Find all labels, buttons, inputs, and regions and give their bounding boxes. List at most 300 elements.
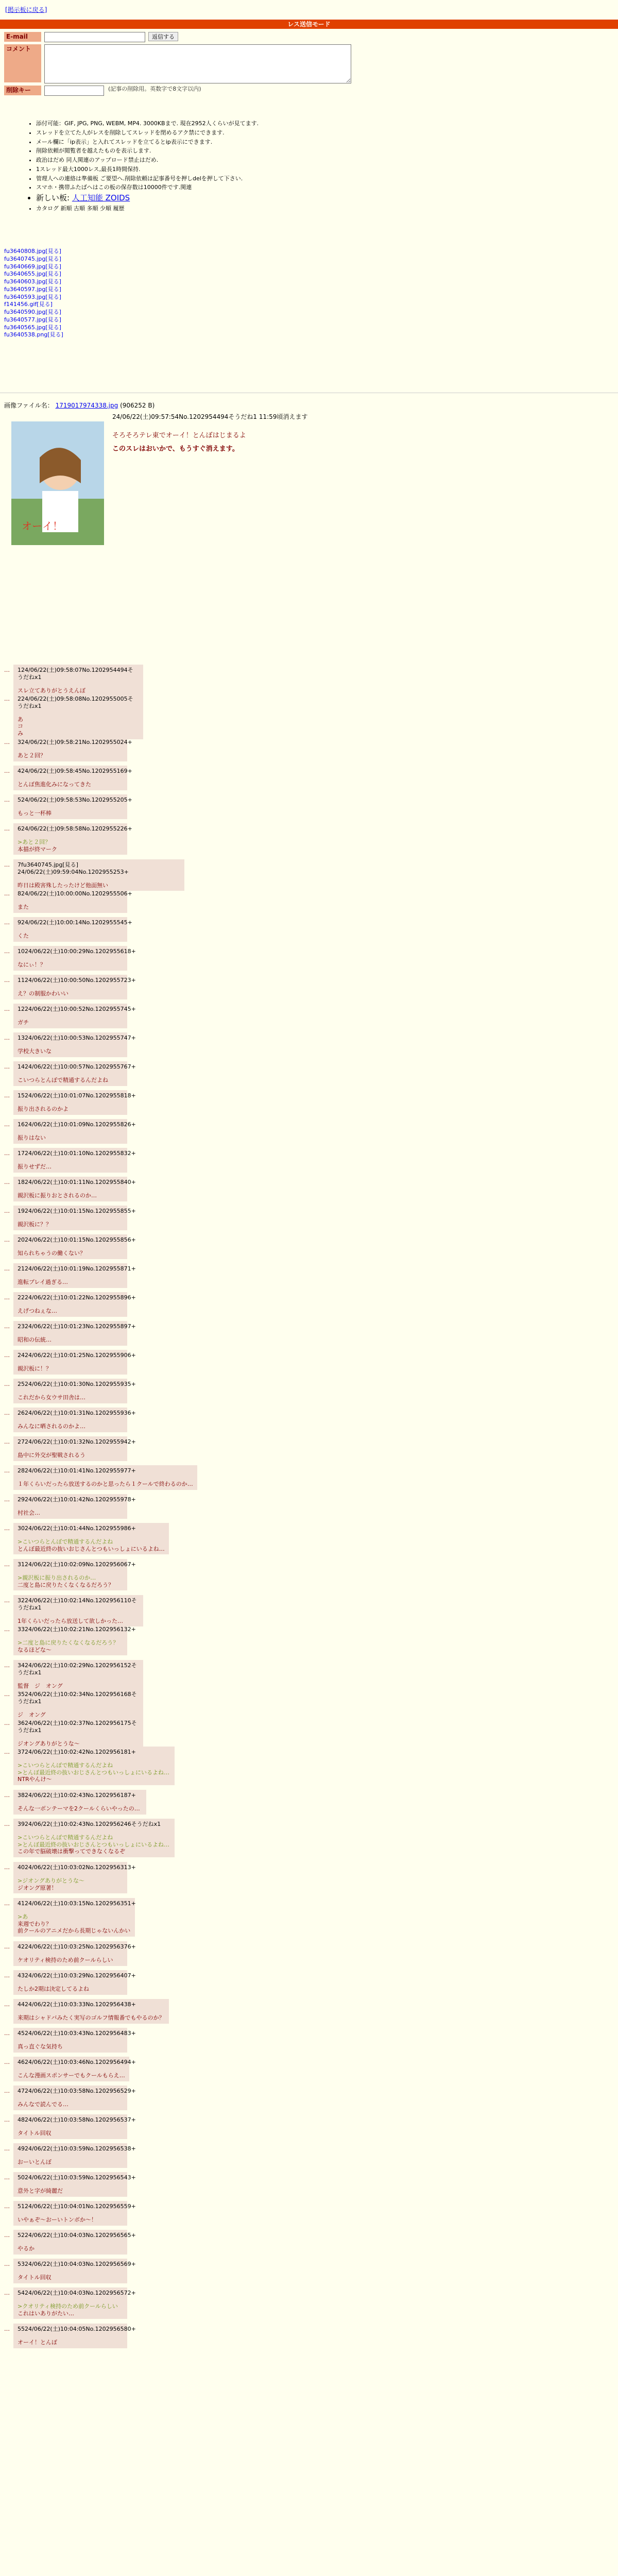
- reply-meta[interactable]: 24/06/22(土)10:01:25No.1202955906+: [25, 1352, 136, 1359]
- file-link[interactable]: fu3640669.jpg[見る]: [4, 263, 61, 270]
- reply-meta[interactable]: 24/06/22(土)10:01:41No.1202955977+: [25, 1467, 136, 1474]
- reply-meta[interactable]: 24/06/22(土)10:01:22No.1202955896+: [25, 1294, 136, 1301]
- reply-body: [18, 1538, 165, 1553]
- reply-meta[interactable]: 24/06/22(土)10:00:50No.1202955723+: [25, 977, 136, 984]
- reply-body: [18, 933, 123, 940]
- reply-meta[interactable]: 24/06/22(土)10:02:34No.1202956168そうだねx1: [18, 1691, 137, 1705]
- reply-body: [18, 1163, 123, 1171]
- rule-item: • スレッドを立てた人がレスを削除してスレッドを閉めるアク禁にできます.: [36, 129, 500, 137]
- reply-post: [13, 1624, 136, 1655]
- reply-text-line: み: [18, 730, 23, 737]
- reply-body: [18, 1192, 123, 1199]
- reply-text-line: 親沢板に！？: [18, 1365, 52, 1372]
- reply-body: [18, 2274, 123, 2281]
- reply-header: [18, 977, 136, 984]
- reply-header: [18, 1121, 136, 1128]
- reply-text-line: あと２回？: [18, 752, 46, 759]
- reply-header: [18, 1525, 165, 1532]
- reply-post: [13, 1032, 136, 1057]
- reply-indent-marker: …: [4, 1525, 10, 1532]
- reply-body: [18, 1639, 123, 1654]
- reply-number: 14: [18, 1063, 25, 1070]
- reply-post: [13, 1263, 136, 1288]
- reply-meta[interactable]: 24/06/22(土)10:02:42No.1202956181+: [25, 1749, 136, 1755]
- reply-text-line: ジオング原著！: [18, 1884, 57, 1891]
- reply-meta[interactable]: 24/06/22(土)10:00:14No.1202955545+: [21, 919, 132, 926]
- reply-text-line: タイトル回収: [18, 2274, 52, 2281]
- reply-post: [13, 2143, 136, 2168]
- reply-meta[interactable]: 24/06/22(土)10:03:43No.1202956483+: [25, 2030, 136, 2037]
- reply-meta[interactable]: 24/06/22(土)09:58:08No.1202955005そうだねx1: [18, 696, 133, 709]
- reply-text-line: 本描が終マーク: [18, 845, 57, 853]
- reply-post: [13, 1350, 136, 1375]
- reply-header: [18, 2116, 136, 2124]
- file-link[interactable]: fu3640655.jpg[見る]: [4, 270, 61, 278]
- reply-number: 44: [18, 2001, 25, 2008]
- reply-post: [13, 1660, 143, 1691]
- reply-body: [18, 2043, 123, 2050]
- reply-text-line: なるほどな～: [18, 1646, 52, 1653]
- reply-text-line: たしか2期は決定してるよね: [18, 1985, 89, 1992]
- reply-body: [18, 2245, 123, 2252]
- reply-meta[interactable]: 24/06/22(土)10:04:01No.1202956559+: [25, 2203, 136, 2210]
- reply-post: [13, 1206, 136, 1230]
- reply-number: 12: [18, 1006, 25, 1012]
- reply-number: 25: [18, 1381, 25, 1387]
- reply-text-line: こんな漫画スポンサーでもクールもらえ…: [18, 2072, 125, 2079]
- reply-body: [18, 1106, 123, 1113]
- reply-header: [18, 1496, 136, 1503]
- reply-indent-marker: …: [4, 1864, 10, 1871]
- reply-number: 21: [18, 1265, 25, 1272]
- reply-post: [13, 766, 132, 790]
- reply-meta[interactable]: 24/06/22(土)09:58:58No.1202955226+: [21, 825, 132, 832]
- reply-post: [13, 1292, 136, 1317]
- reply-indent-marker: …: [4, 1438, 10, 1445]
- reply-post: [13, 1090, 136, 1115]
- reply-text-line: オーイ！とんぼ: [18, 2338, 57, 2346]
- reply-quote-line: >クオリティ検持のため前クールらしい: [18, 2302, 118, 2310]
- reply-indent-marker: …: [4, 2088, 10, 2094]
- reply-meta[interactable]: 24/06/22(土)10:00:29No.1202955618+: [25, 948, 136, 955]
- reply-post: [13, 2057, 136, 2081]
- reply-post: [13, 975, 136, 999]
- reply-body: [18, 1481, 193, 1488]
- reply-body: [18, 1394, 123, 1401]
- reply-indent-marker: …: [4, 1467, 10, 1474]
- reply-indent-marker: …: [4, 768, 10, 774]
- reply-text-line: なにぃ！？: [18, 961, 46, 968]
- reply-meta[interactable]: 24/06/22(土)10:03:46No.1202956494+: [25, 2059, 136, 2065]
- reply-indent-marker: …: [4, 1561, 10, 1568]
- reply-meta[interactable]: 24/06/22(土)10:01:32No.1202955942+: [25, 1438, 136, 1445]
- reply-meta[interactable]: 24/06/22(土)10:01:15No.1202955856+: [25, 1236, 136, 1243]
- reply-text-line: とんぼ最近終の抜いおじさんとつもいっしょにいるよね…: [18, 1545, 165, 1552]
- reply-quote-line: >とんぼ最近終の抜いおじさんとつもいっしょにいるよね…: [18, 1769, 169, 1776]
- reply-indent-marker: …: [4, 1294, 10, 1301]
- file-link[interactable]: f141456.gif[見る]: [4, 301, 53, 308]
- file-link[interactable]: fu3640565.jpg[見る]: [4, 324, 61, 331]
- reply-indent-marker: …: [4, 1943, 10, 1950]
- reply-body: [18, 1957, 123, 1964]
- file-link[interactable]: fu3640597.jpg[見る]: [4, 285, 61, 293]
- reply-body: [18, 2339, 123, 2346]
- reply-meta[interactable]: 24/06/22(土)10:01:44No.1202955986+: [25, 1525, 136, 1532]
- file-link[interactable]: fu3640577.jpg[見る]: [4, 316, 61, 323]
- file-link[interactable]: fu3640590.jpg[見る]: [4, 309, 61, 315]
- reply-post: [13, 1999, 169, 2024]
- reply-post: [13, 2114, 136, 2139]
- reply-body: [18, 2130, 123, 2137]
- reply-meta[interactable]: 24/06/22(土)10:00:52No.1202955745+: [25, 1006, 136, 1012]
- reply-number: 11: [18, 977, 25, 984]
- reply-post: [13, 2172, 136, 2197]
- reply-meta[interactable]: 24/06/22(土)10:02:29No.1202956152そうだねx1: [18, 1662, 137, 1676]
- reply-meta[interactable]: 24/06/22(土)10:02:37No.1202956175そうだねx1: [18, 1720, 137, 1734]
- reply-meta[interactable]: 24/06/22(土)10:01:23No.1202955897+: [25, 1323, 136, 1330]
- reply-quote-line: >あ: [18, 1913, 28, 1920]
- reply-header: [18, 667, 139, 681]
- reply-meta[interactable]: 24/06/22(土)10:01:30No.1202955935+: [25, 1381, 136, 1387]
- reply-number: 42: [18, 1943, 25, 1950]
- reply-number: 33: [18, 1626, 25, 1633]
- reply-indent-marker: …: [4, 1626, 10, 1633]
- reply-post: [13, 888, 132, 913]
- reply-indent-marker: …: [4, 919, 10, 926]
- reply-meta[interactable]: 24/06/22(土)10:00:53No.1202955747+: [25, 1035, 136, 1041]
- reply-meta[interactable]: 24/06/22(土)10:03:58No.1202956537+: [25, 2116, 136, 2123]
- reply-body: [18, 839, 123, 853]
- reply-post: [13, 794, 132, 819]
- reply-meta[interactable]: 24/06/22(土)10:01:15No.1202955855+: [25, 1208, 136, 1214]
- reply-indent-marker: …: [4, 1792, 10, 1799]
- reply-text-line: やるか: [18, 2245, 35, 2252]
- reply-number: 9: [18, 919, 21, 926]
- reply-text-line: 進転プレイ過ぎる…: [18, 1278, 68, 1285]
- reply-number: 53: [18, 2261, 25, 2267]
- reply-text-line: タイトル回収: [18, 2129, 52, 2137]
- reply-header: [18, 2174, 136, 2181]
- reply-indent-marker: …: [4, 1208, 10, 1214]
- reply-number: 32: [18, 1597, 25, 1604]
- mode-bar: レス送信モード: [0, 20, 618, 29]
- email-field[interactable]: [44, 32, 145, 42]
- submit-reply-button[interactable]: 返信する: [148, 32, 178, 41]
- reply-body: [18, 1423, 123, 1430]
- reply-number: 36: [18, 1720, 25, 1726]
- reply-indent-marker: …: [4, 1691, 10, 1698]
- reply-header: [18, 1438, 136, 1446]
- reply-body: [18, 1452, 123, 1459]
- reply-meta[interactable]: 24/06/22(土)10:03:02No.1202956313+: [25, 1864, 136, 1871]
- reply-number: 31: [18, 1561, 25, 1568]
- reply-meta[interactable]: 24/06/22(土)09:58:45No.1202955169+: [21, 768, 132, 774]
- reply-number: 49: [18, 2145, 25, 2152]
- reply-text-line: こいつらとんぼで精通するんだよね: [18, 1076, 108, 1083]
- reply-number: 17: [18, 1150, 25, 1157]
- rule-item: • メール欄に「ip表示」と入れてスレッドを立てるとip表示にできます.: [36, 139, 500, 146]
- new-board-link[interactable]: 人工知能 ZOIDS: [72, 193, 130, 202]
- reply-header: [18, 1597, 139, 1612]
- reply-indent-marker: …: [4, 1900, 10, 1907]
- reply-body: [18, 1913, 131, 1935]
- reply-meta[interactable]: 24/06/22(土)10:02:09No.1202956067+: [25, 1561, 136, 1568]
- reply-text-line: え？の制服かわいい: [18, 990, 68, 997]
- reply-header: [18, 2088, 136, 2095]
- rule-item: • 政治はだめ 同人関連のアップロード禁止はだめ.: [36, 157, 500, 164]
- reply-header: [18, 1561, 136, 1568]
- reply-text-line: 振りはない: [18, 1134, 46, 1141]
- reply-number: 50: [18, 2174, 25, 2181]
- reply-post: [13, 665, 143, 696]
- reply-indent-marker: …: [4, 1265, 10, 1272]
- reply-post: [13, 2230, 136, 2255]
- reply-number: 46: [18, 2059, 25, 2065]
- reply-number: 18: [18, 1179, 25, 1185]
- reply-post: [13, 1408, 136, 1432]
- reply-text-line: 意外と字が綺麗だ: [18, 2187, 63, 2194]
- comment-label: コメント: [4, 44, 41, 82]
- reply-number: 26: [18, 1410, 25, 1416]
- reply-indent-marker: …: [4, 2326, 10, 2332]
- reply-post: [13, 1819, 175, 1857]
- rules-list: [15, 120, 500, 214]
- delkey-note: (記事の削除用。英数字で8文字以内): [108, 86, 201, 92]
- file-link[interactable]: fu3640593.jpg[見る]: [4, 293, 61, 300]
- reply-post: [13, 1234, 136, 1259]
- reply-body: [18, 1250, 123, 1257]
- reply-header: [18, 2232, 136, 2239]
- reply-quote-line: >とんぼ最近終の抜いおじさんとつもいっしょにいるよね…: [18, 1841, 169, 1848]
- reply-body: [18, 2014, 165, 2022]
- reply-text-line: 昭和の伝統…: [18, 1336, 52, 1343]
- reply-indent-marker: …: [4, 825, 10, 832]
- reply-post: [13, 737, 132, 761]
- reply-body: [18, 961, 123, 969]
- reply-number: 13: [18, 1035, 25, 1041]
- reply-header: [18, 825, 132, 833]
- reply-meta[interactable]: 24/06/22(土)10:01:31No.1202955936+: [25, 1410, 136, 1416]
- reply-meta[interactable]: 24/06/22(土)09:58:21No.1202955024+: [21, 739, 132, 745]
- reply-text-line: コ: [18, 723, 23, 730]
- reply-body: [18, 1279, 123, 1286]
- reply-body: [18, 2216, 123, 2224]
- reply-number: 10: [18, 948, 25, 955]
- reply-header: [18, 768, 132, 775]
- file-link[interactable]: fu3640745.jpg[見る]: [4, 255, 61, 262]
- reply-text-line: １年くらいだったら放送するのかと思ったら１クールで終わるのか…: [18, 1480, 193, 1487]
- reply-header: [18, 1323, 136, 1330]
- reply-number: 1: [18, 667, 21, 673]
- reply-post: [13, 946, 136, 971]
- reply-quote-line: >こいつらとんぼで精通するんだよね: [18, 1834, 113, 1841]
- reply-header: [18, 1467, 193, 1475]
- reply-indent-marker: …: [4, 796, 10, 803]
- reply-meta[interactable]: 24/06/22(土)10:00:00No.1202955506+: [21, 890, 132, 897]
- reply-post: [13, 2324, 136, 2348]
- op-file-link[interactable]: 1719017974338.jpg: [55, 402, 118, 409]
- reply-header: [18, 948, 136, 955]
- reply-meta[interactable]: 24/06/22(土)09:58:53No.1202955205+: [21, 796, 132, 803]
- reply-text-line: 学校大きいな: [18, 1047, 52, 1055]
- reply-header: [18, 1410, 136, 1417]
- reply-post: [13, 1595, 143, 1626]
- reply-indent-marker: …: [4, 2145, 10, 2152]
- reply-number: 28: [18, 1467, 25, 1474]
- reply-text-line: あ: [18, 716, 23, 723]
- rule-item: • 1スレッド最大1000レス,最長1時間保持.: [36, 166, 500, 173]
- delkey-label: 削除キー: [4, 86, 41, 95]
- reply-number: 7: [18, 861, 21, 868]
- reply-indent-marker: …: [4, 1150, 10, 1157]
- file-link[interactable]: fu3640808.jpg[見る]: [4, 248, 61, 255]
- reply-meta[interactable]: 24/06/22(土)10:04:03No.1202956565+: [25, 2232, 136, 2239]
- reply-meta[interactable]: 24/06/22(土)10:03:15No.1202956351+: [25, 1900, 136, 1907]
- reply-header: [18, 1943, 136, 1951]
- reply-body: [18, 1134, 123, 1142]
- reply-text-line: 親沢板に振りおとされるのか…: [18, 1192, 97, 1199]
- reply-body: [18, 2303, 123, 2317]
- delete-key-field[interactable]: [44, 86, 104, 96]
- reply-header: [18, 1179, 136, 1186]
- reply-body: [18, 1336, 123, 1344]
- reply-text-line: ジ オング: [18, 1711, 46, 1718]
- reply-text-line: そんな一ボンテーマを2クールくらいやったの…: [18, 1805, 140, 1812]
- reply-header: [18, 796, 132, 804]
- reply-body: [18, 1019, 123, 1026]
- op-file-line: [4, 402, 612, 410]
- reply-number: 35: [18, 1691, 25, 1698]
- reply-header: [18, 1035, 136, 1042]
- reply-meta[interactable]: 24/06/22(土)09:58:07No.1202954494そうだねx1: [18, 667, 133, 681]
- reply-indent-marker: …: [4, 1236, 10, 1243]
- reply-text-line: また: [18, 903, 29, 910]
- reply-number: 24: [18, 1352, 25, 1359]
- reply-post: [13, 859, 184, 891]
- reply-body: [18, 2101, 123, 2108]
- reply-meta[interactable]: 24/06/22(土)10:03:25No.1202956376+: [25, 1943, 136, 1950]
- reply-body: [18, 2188, 123, 2195]
- reply-meta[interactable]: 24/06/22(土)10:01:09No.1202955826+: [25, 1121, 136, 1128]
- reply-number: 45: [18, 2030, 25, 2037]
- reply-body: [18, 904, 123, 911]
- reply-post: [13, 1061, 136, 1086]
- reply-indent-marker: …: [4, 2203, 10, 2210]
- reply-indent-marker: …: [4, 739, 10, 745]
- reply-number: 23: [18, 1323, 25, 1330]
- reply-text-line: とんぼ焦進化みになってきた: [18, 781, 91, 788]
- catalog-links[interactable]: • カタログ 新順 古順 多順 少順 履歴: [36, 205, 500, 212]
- reply-post: [13, 2259, 136, 2283]
- reply-post: [13, 2287, 136, 2319]
- reply-meta[interactable]: 24/06/22(土)10:03:29No.1202956407+: [25, 1972, 136, 1979]
- op-thumbnail[interactable]: [11, 421, 104, 545]
- reply-post: [13, 1898, 135, 1937]
- reply-indent-marker: …: [4, 2030, 10, 2037]
- reply-meta[interactable]: 24/06/22(土)10:01:10No.1202955832+: [25, 1150, 136, 1157]
- reply-quote-line: >あと２回？: [18, 838, 51, 845]
- reply-text-line: 真っ直ぐな気持ち: [18, 2043, 63, 2050]
- reply-indent-marker: …: [4, 948, 10, 955]
- reply-header: [18, 1626, 136, 1633]
- reply-header: [18, 890, 132, 897]
- reply-post: [13, 1465, 197, 1490]
- rule-item: • 削除依頼が閲覧者を越えたものを表示します.: [36, 147, 500, 155]
- rule-item: • スマホ・携帯ふたばへはこの板の保存数は10000件です.関連: [36, 184, 500, 191]
- reply-body: [18, 1221, 123, 1228]
- reply-body: [18, 1877, 123, 1892]
- reply-indent-marker: …: [4, 1006, 10, 1012]
- reply-meta[interactable]: 24/06/22(土)10:01:11No.1202955840+: [25, 1179, 136, 1185]
- reply-meta[interactable]: 24/06/22(土)10:04:03No.1202956569+: [25, 2261, 136, 2267]
- reply-text-line: 1年くらいだったら放送して欲しかった…: [18, 1617, 123, 1624]
- reply-meta[interactable]: 24/06/22(土)10:03:58No.1202956529+: [25, 2088, 136, 2094]
- reply-meta[interactable]: 24/06/22(土)10:01:07No.1202955818+: [25, 1092, 136, 1099]
- reply-indent-marker: …: [4, 696, 10, 702]
- back-to-board-link[interactable]: [掲示板に戻る]: [5, 6, 47, 13]
- reply-number: 47: [18, 2088, 25, 2094]
- reply-indent-marker: …: [4, 1496, 10, 1503]
- reply-indent-marker: …: [4, 1972, 10, 1979]
- reply-text-line: ケオリティ検持のため前クールらしい: [18, 1956, 113, 1963]
- reply-meta[interactable]: 24/06/22(土)10:03:59No.1202956538+: [25, 2145, 136, 2152]
- reply-meta[interactable]: 24/06/22(土)10:00:57No.1202955767+: [25, 1063, 136, 1070]
- reply-meta[interactable]: 24/06/22(土)10:01:42No.1202955978+: [25, 1496, 136, 1503]
- comment-textarea[interactable]: [44, 44, 351, 83]
- reply-meta[interactable]: 24/06/22(土)10:02:14No.1202956110そうだねx1: [18, 1597, 137, 1611]
- reply-meta[interactable]: 24/06/22(土)10:01:19No.1202955871+: [25, 1265, 136, 1272]
- reply-quote-line: >ジオングありがとうな～: [18, 1877, 84, 1884]
- reply-meta[interactable]: 24/06/22(土)10:02:21No.1202956132+: [25, 1626, 136, 1633]
- reply-meta[interactable]: fu3640745.jpg[見る] 24/06/22(土)09:59:04No.1202955253+: [18, 861, 129, 875]
- op-file-size: (906252 B): [120, 402, 155, 409]
- reply-header: [18, 2030, 136, 2037]
- reply-header: [18, 1063, 136, 1071]
- reply-meta[interactable]: 24/06/22(土)10:04:03No.1202956572+: [25, 2290, 136, 2296]
- reply-meta[interactable]: 24/06/22(土)10:02:43No.1202956187+: [25, 1792, 136, 1799]
- reply-post: [13, 2201, 136, 2226]
- reply-number: 30: [18, 1525, 25, 1532]
- reply-number: 19: [18, 1208, 25, 1214]
- reply-number: 6: [18, 825, 21, 832]
- reply-meta[interactable]: 24/06/22(土)10:04:05No.1202956580+: [25, 2326, 136, 2332]
- reply-meta[interactable]: 24/06/22(土)10:03:59No.1202956543+: [25, 2174, 136, 2181]
- reply-text-line: おーいとんぼ: [18, 2158, 52, 2165]
- reply-indent-marker: …: [4, 1092, 10, 1099]
- reply-text-line: みんなに晒されるのかよ…: [18, 1422, 85, 1430]
- reply-post: [13, 1862, 136, 1893]
- reply-header: [18, 861, 180, 876]
- reply-text-line: 前クールのアニメだから長期じゃないんかい: [18, 1927, 131, 1935]
- reply-header: [18, 2203, 136, 2210]
- reply-number: 16: [18, 1121, 25, 1128]
- reply-indent-marker: …: [4, 2232, 10, 2239]
- reply-meta[interactable]: 24/06/22(土)10:03:33No.1202956438+: [25, 2001, 136, 2008]
- op-meta: 24/06/22(土)09:57:54No.1202954494そうだね1 11:59頃消えます: [112, 413, 308, 420]
- reply-header: [18, 2059, 136, 2066]
- reply-meta[interactable]: 24/06/22(土)10:02:43No.1202956246そうだねx1: [25, 1821, 161, 1827]
- reply-number: 20: [18, 1236, 25, 1243]
- reply-indent-marker: …: [4, 2290, 10, 2296]
- reply-post: [13, 1004, 136, 1028]
- file-link[interactable]: fu3640538.png[見る]: [4, 331, 63, 338]
- reply-header: [18, 1720, 139, 1734]
- reply-text-line: えげつねぇな…: [18, 1307, 57, 1314]
- reply-indent-marker: …: [4, 2116, 10, 2123]
- reply-number: 39: [18, 1821, 25, 1827]
- reply-header: [18, 2261, 136, 2268]
- file-link[interactable]: fu3640603.jpg[見る]: [4, 278, 61, 285]
